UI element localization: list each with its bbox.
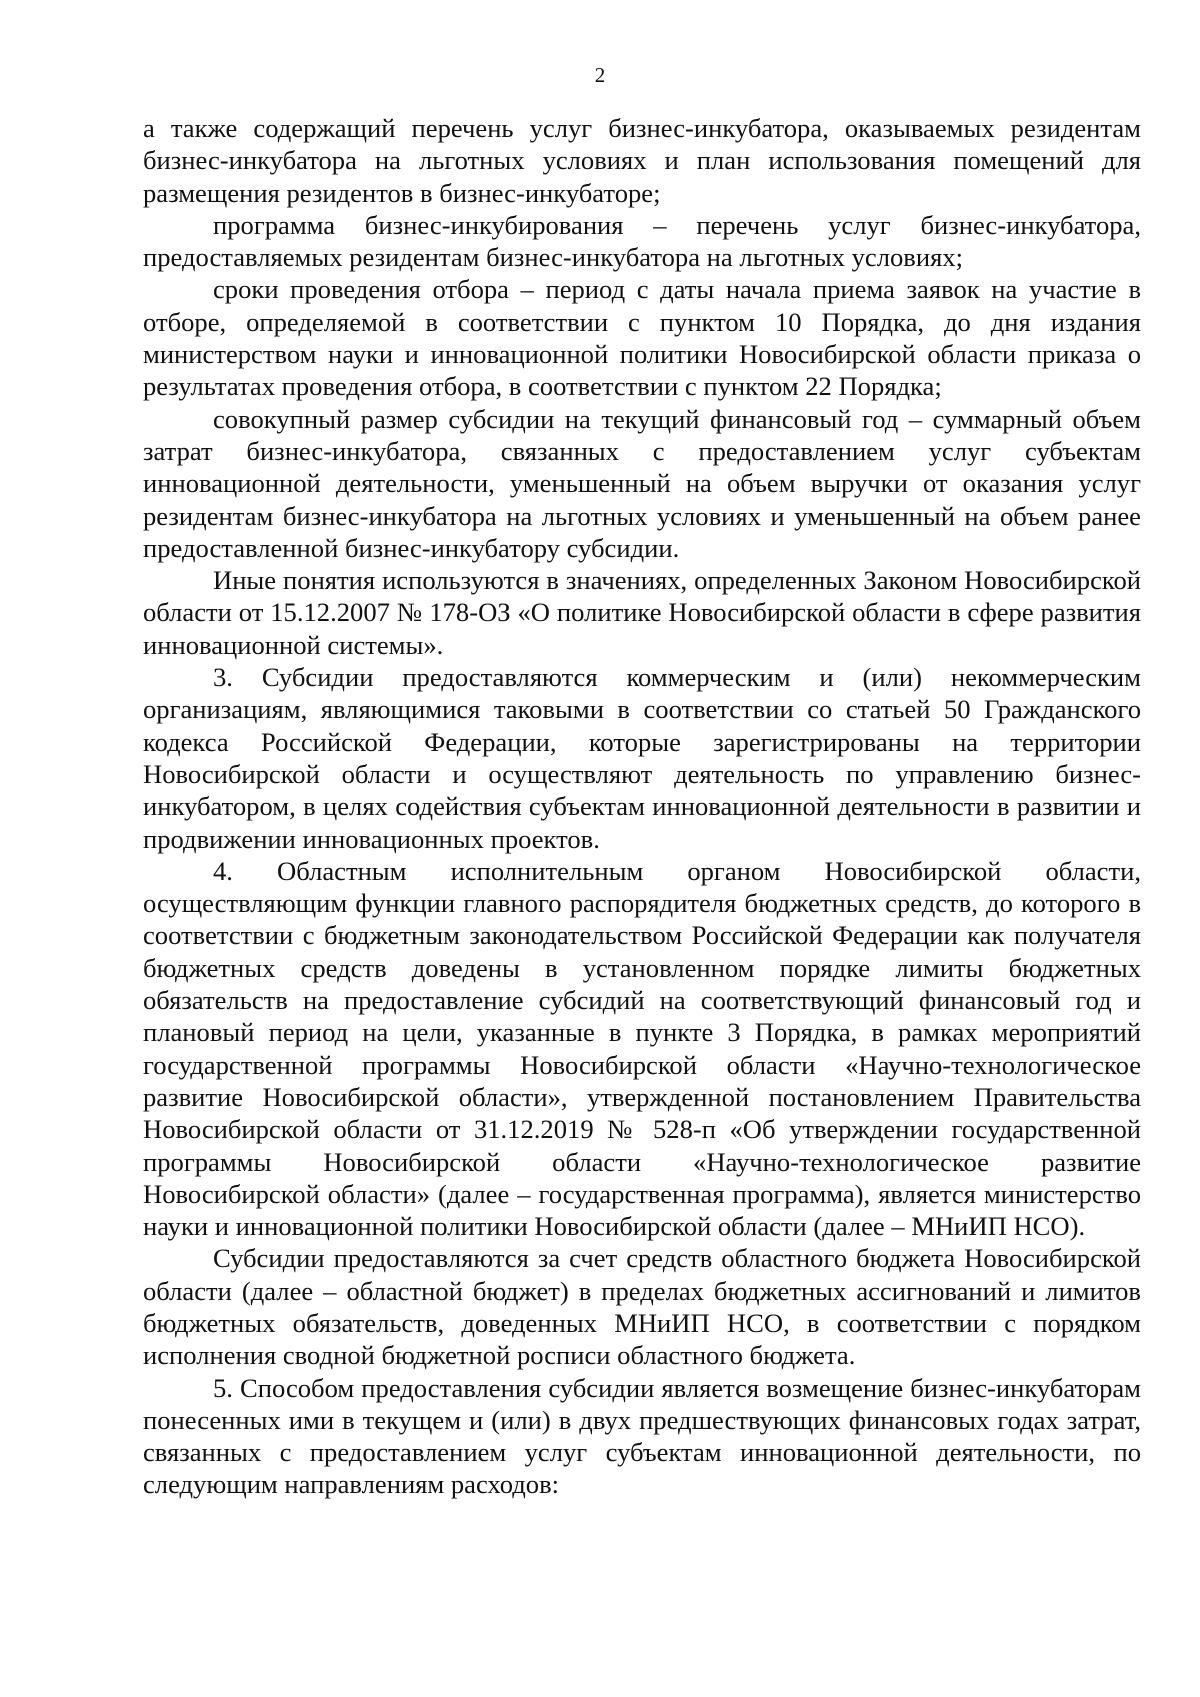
paragraph-other-terms: Иные понятия используются в значениях, определенных Законом Новосибирской области от 15.12.2007 № 178-ОЗ «О политике Новосибирской области в сфере развития инновационной системы». — [143, 565, 1141, 660]
paragraph-definition-program: программа бизнес-инкубирования – перечень услуг бизнес-инкубатора, предоставляемых резидентам бизнес-инкубатора на льготных условиях; — [143, 209, 1141, 273]
paragraph-definition-subsidy-size: совокупный размер субсидии на текущий финансовый год – суммарный объем затрат бизнес-инкубатора, связанных с предоставлением услуг субъектам инновационной деятельности, уменьшенный на объем выручки от оказания услуг резидентам бизнес-инкубатора на льготных условиях и уменьшенный на объем ранее предоставленной бизнес-инкубатору субсидии. — [143, 403, 1141, 563]
paragraph-continuation: а также содержащий перечень услуг бизнес-инкубатора, оказываемых резидентам бизнес-инкубатора на льготных условиях и план использования помещений для размещения резидентов в бизнес-инкубаторе; — [143, 113, 1141, 208]
paragraph-subsidy-funding: Субсидии предоставляются за счет средств областного бюджета Новосибирской области (далее – областной бюджет) в пределах бюджетных ассигнований и лимитов бюджетных обязательств, доведенных МНиИП НСО, в соответствии с порядком исполнения сводной бюджетной росписи областного бюджета. — [143, 1243, 1141, 1371]
page-number: 2 — [594, 63, 606, 87]
paragraph-item-4: 4. Областным исполнительным органом Новосибирской области, осуществляющим функции главного распорядителя бюджетных средств, до которого в соответствии с бюджетным законодательством Российской Федерации как получателя бюджетных средств доведены в установленном порядке лимиты бюджетных обязательств на предоставление субсидий на соответствующий финансовый год и плановый период на цели, указанные в пункте 3 Порядка, в рамках мероприятий государственной программы Новосибирской области «Научно-технологическое развитие Новосибирской области», утвержденной постановлением Правительства Новосибирской области от 31.12.2019 № 528-п «Об утверждении государственной программы Новосибирской области «Научно-технологическое развитие Новосибирской области» (далее – государственная программа), является министерство науки и инновационной политики Новосибирской области (далее – МНиИП НСО). — [143, 855, 1141, 1242]
paragraph-item-3: 3. Субсидии предоставляются коммерческим и (или) некоммерческим организациям, являющимися таковыми в соответствии со статьей 50 Гражданского кодекса Российской Федерации, которые зарегистрированы на территории Новосибирской области и осуществляют деятельность по управлению бизнес-инкубатором, в целях содействия субъектам инновационной деятельности в развитии и продвижении инновационных проектов. — [143, 662, 1141, 854]
paragraph-item-5: 5. Способом предоставления субсидии является возмещение бизнес-инкубаторам понесенных ими в текущем и (или) в двух предшествующих финансовых годах затрат, связанных с предоставлением услуг субъектам инновационной деятельности, по следующим направлениям расходов: — [143, 1372, 1141, 1500]
paragraph-definition-selection-period: сроки проведения отбора – период с даты начала приема заявок на участие в отборе, определяемой в соответствии с пунктом 10 Порядка, до дня издания министерством науки и инновационной политики Новосибирской области приказа о результатах проведения отбора, в соответствии с пунктом 22 Порядка; — [143, 274, 1141, 402]
document-body — [143, 112, 1141, 1501]
